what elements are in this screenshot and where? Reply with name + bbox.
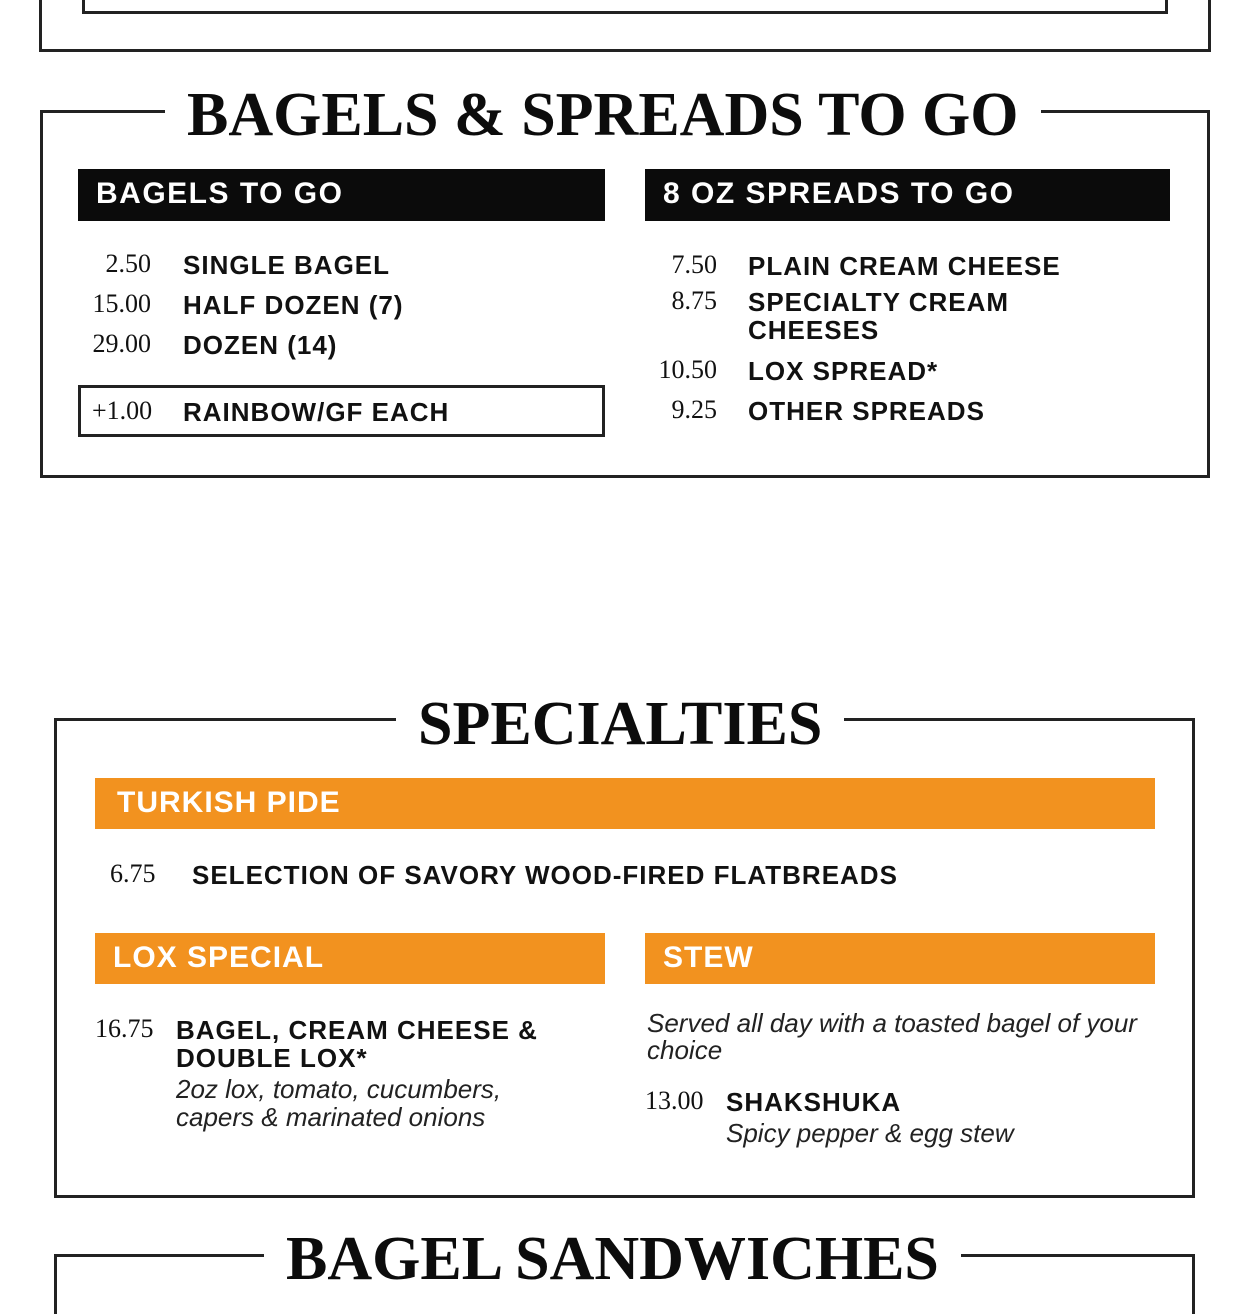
item-description: 2oz lox, tomato, cucumbers, capers & marinated onions: [176, 1074, 502, 1132]
item-price: 10.50: [658, 355, 717, 384]
item-price: 13.00: [645, 1086, 704, 1115]
item-price: 6.75: [110, 859, 156, 888]
addon-name: RAINBOW/GF EACH: [183, 397, 450, 427]
bagels-to-go-header: BAGELS TO GO: [78, 169, 605, 221]
item-name: BAGEL, CREAM CHEESE & DOUBLE LOX*: [176, 1015, 538, 1073]
lox-special-header: LOX SPECIAL: [95, 933, 605, 984]
section-title-bagels-spreads: BAGELS & SPREADS TO GO: [165, 84, 1041, 146]
item-name: SELECTION OF SAVORY WOOD-FIRED FLATBREADS: [192, 860, 898, 890]
stew-header: STEW: [645, 933, 1155, 984]
section-title-bagel-sandwiches: BAGEL SANDWICHES: [264, 1228, 961, 1290]
item-name: SHAKSHUKA: [726, 1087, 902, 1117]
addon-price: +1.00: [92, 396, 153, 425]
item-name: OTHER SPREADS: [748, 396, 985, 426]
item-price: 8.75: [671, 286, 717, 315]
item-name: SINGLE BAGEL: [183, 250, 391, 280]
item-price: 29.00: [92, 329, 151, 358]
stew-note: Served all day with a toasted bagel of your choice: [647, 1008, 1137, 1065]
item-price: 2.50: [105, 249, 151, 278]
item-description: Spicy pepper & egg stew: [726, 1118, 1014, 1148]
spreads-to-go-header: 8 OZ SPREADS TO GO: [645, 169, 1170, 221]
item-name: HALF DOZEN (7): [183, 290, 404, 320]
section-title-specialties: SPECIALTIES: [396, 693, 844, 755]
item-price: 9.25: [671, 395, 717, 424]
item-name: DOZEN (14): [183, 330, 338, 360]
item-name: LOX SPREAD*: [748, 356, 939, 386]
item-name: SPECIALTY CREAM CHEESES: [748, 287, 1010, 345]
item-name: PLAIN CREAM CHEESE: [748, 251, 1061, 281]
item-price: 15.00: [92, 289, 151, 318]
item-price: 7.50: [671, 250, 717, 279]
turkish-pide-header: TURKISH PIDE: [95, 778, 1155, 829]
previous-section-inner-line: [82, 0, 1168, 14]
item-price: 16.75: [95, 1014, 154, 1043]
